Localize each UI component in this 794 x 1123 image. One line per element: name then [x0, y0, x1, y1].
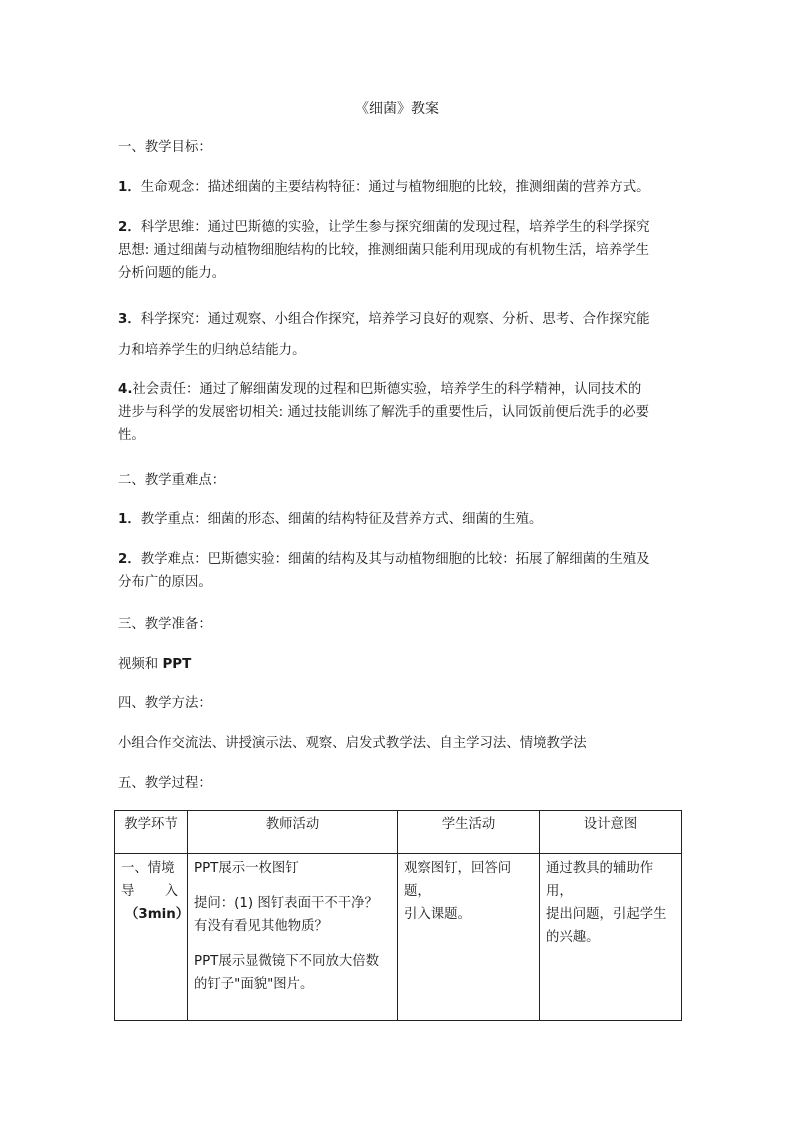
stage-char-2: 入	[164, 884, 178, 899]
methods-text: 小组合作交流法、讲授演示法、观察、启发式教学法、自主学习法、情境教学法	[118, 736, 587, 751]
teacher-p2-a: 提问：	[194, 896, 235, 911]
key-point-1-number: 1．	[118, 512, 141, 527]
key-point-2-line-1: 教学难点：巴斯德实验：细菌的结构及其与动植物细胞的比较：拓展了解细菌的生殖及	[140, 552, 650, 567]
goal-3-line-2: 力和培养学生的归纳总结能力。	[118, 343, 306, 358]
intent-line-3: 的兴趣。	[546, 930, 600, 945]
goals-heading: 一、教学目标：	[118, 140, 212, 155]
goal-2	[118, 216, 680, 285]
goal-4-line-3: 性。	[118, 428, 145, 443]
key-point-1	[118, 508, 680, 531]
teacher-p3-b: 展示显微镜下不同放大倍数	[218, 954, 380, 969]
teacher-paragraph-2	[194, 892, 392, 915]
goal-2-line-1: 科学思维：通过巴斯德的实验，让学生参与探究细菌的发现过程，培养学生的科学探究	[140, 220, 650, 235]
cell-teacher-activity	[188, 854, 398, 1021]
goal-2-line-2: 思想: 通过细菌与动植物细胞结构的比较，推测细菌只能利用现成的有机物生活，培养学生	[118, 243, 649, 258]
preparation-text-a: 视频和	[118, 657, 163, 672]
goal-4-number: 4.	[118, 382, 133, 397]
teacher-p2-c: 图钉表面干不干净？	[253, 896, 378, 911]
teacher-paragraph-1	[194, 857, 392, 880]
stage-time: （3min）	[125, 907, 190, 922]
goal-3-line-1: 科学探究：通过观察、小组合作探究，培养学习良好的观察、分析、思考、合作探究能	[140, 312, 650, 327]
goal-1-text: 生命观念：描述细菌的主要结构特征：通过与植物细胞的比较，推测细菌的营养方式。	[140, 180, 650, 195]
preparation-text-b: PPT	[162, 657, 192, 672]
goal-2-number: 2．	[118, 220, 141, 235]
stage-line-1: 一、情境	[121, 861, 175, 876]
student-line-1: 观察图钉，回答问题，	[404, 861, 512, 899]
goal-3	[118, 308, 680, 362]
student-line-2: 引入课题。	[404, 907, 471, 922]
cell-design-intent	[540, 854, 682, 1021]
table-row	[115, 854, 682, 1021]
header-student-activity: 学生活动	[398, 811, 540, 854]
preparation-text	[118, 653, 680, 676]
key-point-1-text: 教学重点：细菌的形态、细菌的结构特征及营养方式、细菌的生殖。	[140, 512, 543, 527]
header-design-intent: 设计意图	[540, 811, 682, 854]
key-points-heading: 二、教学重难点：	[118, 473, 226, 488]
key-point-2-number: 2．	[118, 552, 141, 567]
goal-1	[118, 176, 680, 199]
intent-line-2: 提出问题，引起学生	[546, 907, 667, 922]
preparation-heading: 三、教学准备：	[118, 617, 212, 632]
cell-student-activity	[398, 854, 540, 1021]
methods-heading: 四、教学方法：	[118, 696, 212, 711]
teacher-p2-line2: 有没有看见其他物质？	[194, 919, 328, 934]
teacher-p2-b: (1)	[234, 896, 254, 911]
goal-4-line-2: 进步与科学的发展密切相关: 通过技能训练了解洗手的重要性后，认同饭前便后洗手的必要	[118, 405, 649, 420]
process-table	[114, 810, 682, 1021]
cell-stage	[115, 854, 188, 1021]
goal-4	[118, 378, 680, 447]
key-point-2-line-2: 分布广的原因。	[118, 575, 212, 590]
teacher-p3-line2: 的钉子"面貌"图片。	[194, 977, 314, 992]
teacher-p1-b: 展示一枚图钉	[218, 861, 299, 876]
intent-line-1: 通过教具的辅助作用，	[546, 861, 654, 899]
process-heading: 五、教学过程：	[118, 776, 212, 791]
table-header-row	[115, 811, 682, 854]
stage-char-1: 导	[121, 884, 135, 899]
goal-2-line-3: 分析问题的能力。	[118, 266, 226, 281]
goal-4-line-1: 社会责任：通过了解细菌发现的过程和巴斯德实验，培养学生的科学精神，认同技术的	[132, 382, 642, 397]
header-stage: 教学环节	[115, 811, 188, 854]
page-title: 《细菌》教案	[355, 101, 439, 117]
teacher-p3-a: PPT	[194, 954, 219, 969]
goal-3-number: 3．	[118, 312, 141, 327]
teacher-p1-a: PPT	[194, 861, 219, 876]
teacher-paragraph-3	[194, 950, 392, 973]
key-point-2	[118, 548, 680, 594]
goal-1-number: 1．	[118, 180, 141, 195]
header-teacher-activity: 教师活动	[188, 811, 398, 854]
stage-line-2	[121, 880, 182, 903]
